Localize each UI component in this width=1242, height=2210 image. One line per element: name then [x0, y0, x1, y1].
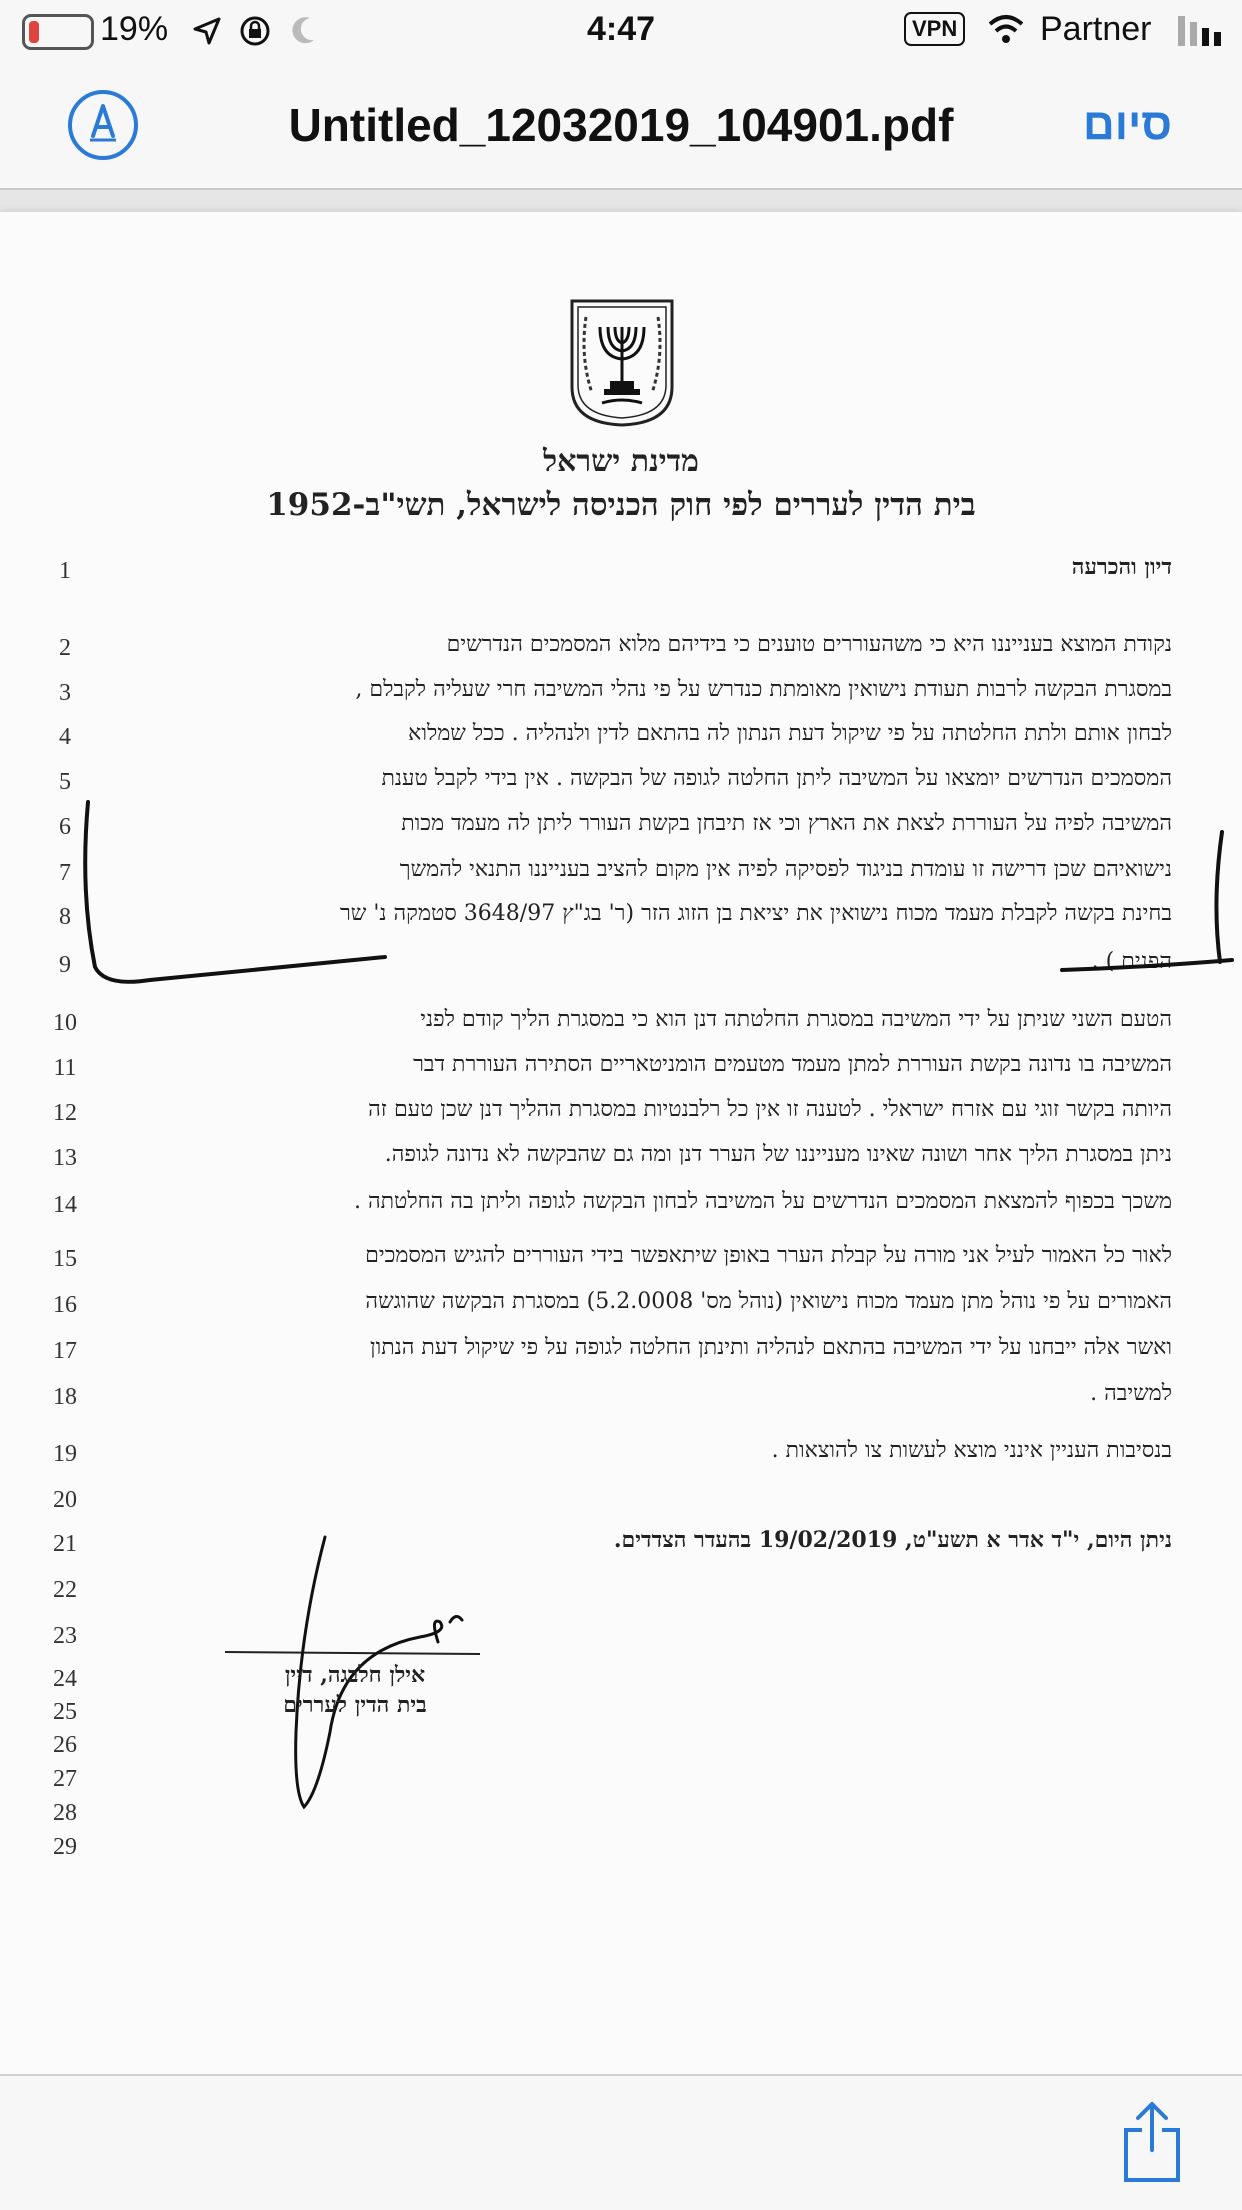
line-number: 2 — [59, 635, 71, 661]
document-line: ניתן במסגרת הליך אחר ושונה שאינו מענייננו של הערר דנן ומה גם שהבקשה לא נדונה לגופה. — [384, 1142, 1172, 1167]
document-line: נישואיהם שכן דרישה זו עומדת בניגוד לפסיקה לפיה אין מקום להציב בענייננו התנאי להמשך — [399, 857, 1172, 882]
line-number: 12 — [53, 1100, 77, 1126]
document-line: במסגרת הבקשה לרבות תעודת נישואין מאומתת כנדרש על פי נהלי המשיבה חרי שעליה לקבלם , — [355, 677, 1172, 702]
handwritten-annotation — [0, 212, 1242, 2074]
document-line: נקודת המוצא בענייננו היא כי משהעוררים טוענים כי בידיהם מלוא המסמכים הנדרשים — [446, 632, 1172, 657]
document-line: ואשר אלה ייבחנו על ידי המשיבה בהתאם לנהליה ותינתן החלטה לגופה על פי שיקול דעת הנתון — [369, 1335, 1172, 1360]
document-line: למשיבה . — [1090, 1381, 1172, 1406]
status-bar — [0, 0, 1242, 64]
document-line: המשיבה לפיה על העוררת לצאת את הארץ וכי אז תיבחן בקשת העורר ליתן לה מעמד מכות — [401, 811, 1172, 836]
line-number: 1 — [59, 558, 71, 584]
document-line: לאור כל האמור לעיל אני מורה על קבלת הערר באופן שיתאפשר בידי העוררים להגיש המסמכים — [365, 1243, 1172, 1268]
line-number: 28 — [53, 1800, 77, 1826]
line-number: 6 — [59, 814, 71, 840]
signal-icon — [1178, 16, 1228, 46]
document-line: בחינת בקשה לקבלת מעמד מכוח נישואין את יציאת בן הזוג הזר (ר' בג"ץ 3648/97 סטמקה נ' שר — [339, 901, 1172, 926]
document-line: ניתן היום, י"ד אדר א תשע"ט, 19/02/2019 בהעדר הצדדים. — [613, 1527, 1172, 1553]
signature-court: בית הדין לעררים — [283, 1692, 427, 1718]
header-court: בית הדין לעררים לפי חוק הכניסה לישראל, תשי"ב-1952 — [266, 487, 976, 523]
line-number: 13 — [53, 1145, 77, 1171]
line-number: 23 — [53, 1623, 77, 1649]
header-state: מדינת ישראל — [543, 444, 699, 479]
document-line: לבחון אותם ולתת החלטתה על פי שיקול דעת הנתון לה בהתאם לדין ולנהליה . ככל שמלוא — [408, 721, 1172, 746]
line-number: 15 — [53, 1246, 77, 1272]
share-icon[interactable] — [1120, 2100, 1184, 2184]
line-number: 19 — [53, 1441, 77, 1467]
line-number: 17 — [53, 1338, 77, 1364]
line-number: 9 — [59, 952, 71, 978]
line-number: 18 — [53, 1384, 77, 1410]
line-number: 21 — [53, 1531, 77, 1557]
line-number: 22 — [53, 1577, 77, 1603]
line-number: 8 — [59, 904, 71, 930]
line-number: 26 — [53, 1732, 77, 1758]
carrier-name: Partner — [1040, 10, 1152, 48]
line-number: 24 — [53, 1666, 77, 1692]
battery-percent: 19% — [100, 10, 169, 48]
line-number: 11 — [53, 1055, 77, 1081]
document-line: בנסיבות העניין אינני מוצא לעשות צו להוצאות . — [771, 1438, 1172, 1463]
document-line: האמורים על פי נוהל מתן מעמד מכוח נישואין (נוהל מס' 5.2.0008) במסגרת הבקשה שהוגשה — [365, 1289, 1172, 1314]
status-time: 4:47 — [586, 10, 656, 48]
document-line: הטעם השני שניתן על ידי המשיבה במסגרת החלטתה דנן הוא כי במסגרת הליך קודם לפני — [420, 1007, 1172, 1032]
signature-name: אילן חלבגה, דיין — [284, 1662, 426, 1688]
bottom-toolbar — [0, 2074, 1242, 2210]
line-number: 29 — [53, 1834, 77, 1860]
line-number: 7 — [59, 860, 71, 886]
line-number: 5 — [59, 769, 71, 795]
document-line: משכך בכפוף להמצאת המסמכים הנדרשים על המשיבה לבחון הבקשה לגופה וליתן בה החלטתה . — [354, 1189, 1172, 1214]
document-line: היותה בקשר זוגי עם אזרח ישראלי . לטענה זו אין כל רלבנטיות במסגרת ההליך דנן שכן טעם זה — [368, 1097, 1172, 1122]
line-number: 16 — [53, 1292, 77, 1318]
navigation-bar — [0, 64, 1242, 190]
line-number: 3 — [59, 680, 71, 706]
line-number: 4 — [59, 724, 71, 750]
document-title: Untitled_12032019_104901.pdf — [288, 99, 954, 151]
line-number: 20 — [53, 1487, 77, 1513]
vpn-badge: VPN — [904, 12, 965, 46]
line-number: 25 — [53, 1699, 77, 1725]
line-number: 27 — [53, 1766, 77, 1792]
line-number: 10 — [53, 1010, 77, 1036]
done-button[interactable]: סיום — [1083, 100, 1172, 149]
document-line: הפנים ) . — [1091, 949, 1172, 974]
document-line: המשיבה בו נדונה בקשת העוררת למתן מעמד מטעמים הומניטאריים הסתירה העוררת דבר — [413, 1052, 1172, 1077]
line-number: 14 — [53, 1192, 77, 1218]
document-line: המסמכים הנדרשים יומצאו על המשיבה ליתן החלטה לגופה של הבקשה . אין בידי לקבל טענת — [381, 766, 1172, 791]
document-line: דיון והכרעה — [1071, 554, 1172, 580]
wifi-icon — [988, 14, 1024, 44]
document-page — [0, 212, 1242, 2074]
